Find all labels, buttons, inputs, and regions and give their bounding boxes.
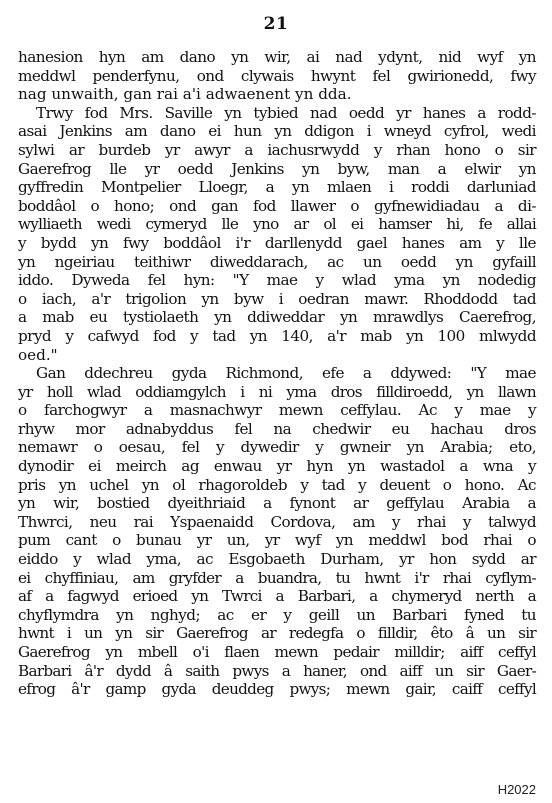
text-line: af a fagwyd erioed yn Twrci a Barbari, a chymeryd nerth a <box>18 587 536 606</box>
text-line: nemawr o oesau, fel y dywedir y gwneir yn Arabia; eto, <box>18 438 536 457</box>
page-number: 21 <box>263 14 289 34</box>
text-line: hwnt i un yn sir Gaerefrog ar redegfa o filldir, êto â un sir <box>18 624 536 643</box>
text-line: wylliaeth wedi cymeryd lle yno ar ol ei hamser hi, fe allai <box>18 215 536 234</box>
text-line: Gaerefrog yn mbell o'i flaen mewn pedair milldir; aiff ceffyl <box>18 643 536 661</box>
text-line: nag unwaith, gan rai a'i adwaenent yn dda. <box>18 85 352 104</box>
text-line: ei chyffiniau, am gryfder a buandra, tu hwnt i'r rhai cyflym- <box>18 568 536 587</box>
text-line: Thwrci, neu rai Yspaenaidd Cordova, am y rhai y talwyd <box>18 512 536 531</box>
text-line: asai Jenkins am dano ei hun yn ddigon i wneyd cyfrol, wedi <box>18 122 536 141</box>
text-line: yr holl wlad oddiamgylch i ni yma dros filldiroedd, yn llawn <box>18 382 536 401</box>
text-line: gyffredin Montpelier Lloegr, a yn mlaen i roddi darluniad <box>18 178 536 197</box>
text-line: oed." <box>18 345 58 364</box>
text-line: dynodir ei meirch ag enwau yr hyn yn wastadol a wna y <box>18 457 536 476</box>
text-line: pryd y cafwyd fod y tad yn 140, a'r mab yn 100 mlwydd <box>18 326 536 345</box>
text-line: pum cant o bunau yr un, yr wyf yn meddwl bod rhai o <box>18 531 536 550</box>
text-line: o iach, a'r trigolion yn byw i oedran mawr. Rhoddodd tad <box>18 289 536 308</box>
document-identifier: H2022 <box>497 782 536 797</box>
text-line: Barbari â'r dydd â saith pwys a haner, ond aiff un sir Gaer- <box>18 661 536 680</box>
body-text <box>18 48 536 699</box>
text-line: iddo. Dyweda fel hyn: "Y mae y wlad yma yn nodedig <box>18 271 536 290</box>
text-line: Gan ddechreu gyda Richmond, efe a ddywed: "Y mae <box>36 364 536 383</box>
text-line: efrog â'r gamp gyda deuddeg pwys; mewn gair, caiff ceffyl <box>18 680 536 699</box>
text-line: sylwi ar burdeb yr awyr a iachusrwydd y rhan hono o sir <box>18 140 536 159</box>
text-line: o farchogwyr a masnachwyr mewn ceffylau. Ac y mae y <box>18 401 536 420</box>
text-line: eiddo y wlad yma, ac Esgobaeth Durham, yr hon sydd ar <box>18 550 536 569</box>
text-line: hanesion hyn am dano yn wir, ai nad ydynt, nid wyf yn <box>18 48 536 66</box>
text-line: meddwl penderfynu, ond clywais hwynt fel gwirionedd, fwy <box>18 66 536 85</box>
text-line: pris yn uchel yn ol rhagoroldeb y tad y deuent o hono. Ac <box>18 475 536 494</box>
text-line: Trwy fod Mrs. Saville yn tybied nad oedd yr hanes a rodd- <box>36 103 536 122</box>
text-line: a mab eu tystiolaeth yn ddiweddar yn mrawdlys Caerefrog, <box>18 308 536 327</box>
text-line: boddâol o hono; ond gan fod llawer o gyfnewidiadau a di- <box>18 196 536 215</box>
text-line: y bydd yn fwy boddâol i'r darllenydd gael hanes am y lle <box>18 233 536 252</box>
text-line: chyflymdra yn nghyd; ac er y geill un Barbari fyned tu <box>18 605 536 624</box>
text-line: yn ngeiriau teithiwr diweddarach, ac un oedd yn gyfaill <box>18 252 536 271</box>
text-line: yn wir, bostied dyeithriaid a fynont ar geffylau Arabia a <box>18 494 536 513</box>
text-line: Gaerefrog lle yr oedd Jenkins yn byw, man a elwir yn <box>18 159 536 178</box>
text-line: rhyw mor adnabyddus fel na chedwir eu hachau dros <box>18 419 536 438</box>
